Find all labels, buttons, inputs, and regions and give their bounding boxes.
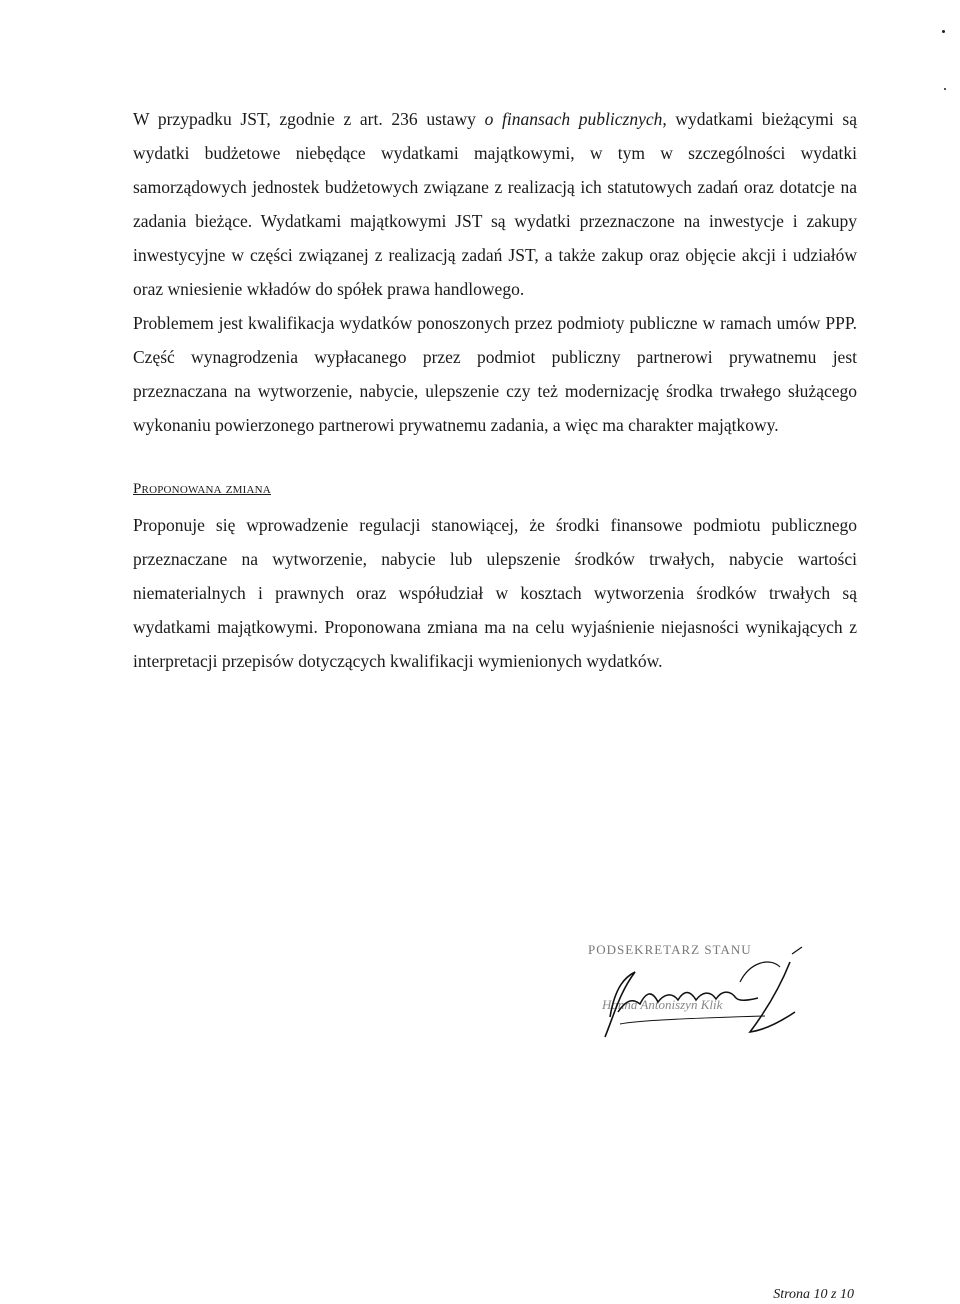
paragraph-text: wydatkami bieżącymi są wydatki budżetowe niebędące wydatkami majątkowymi, w tym w szczególności wydatki samorządowych jednostek budżetowych związane z realizacją ich statutowych zadań oraz dotatcje na zadania bieżące. Wydatkami majątkowymi JST są wydatki przeznaczone na inwestycje i zakupy inwestycyjne w części związanej z realizacją zadań JST, a także zakup oraz objęcie akcji i udziałów oraz wniesienie wkładów do spółek prawa handlowego.: [133, 109, 858, 299]
handwritten-signature: [580, 942, 810, 1062]
paragraph-jst-expenditures: [133, 102, 857, 306]
scan-speck: [942, 30, 945, 33]
signature-stamp: [580, 942, 810, 1062]
section-heading: Proponowana zmiana: [133, 481, 271, 497]
paragraph-proposal: Proponuje się wprowadzenie regulacji stanowiącej, że środki finansowe podmiotu publicznego przeznaczane na wytworzenie, nabycie lub ulepszenie środków trwałych, nabycie wartości niematerialnych i prawnych oraz współudział w kosztach wytworzenia środków trwałych są wydatkami majątkowymi. Proponowana zmiana ma na celu wyjaśnienie niejasności wynikających z interpretacji przepisów dotyczących kwalifikacji wymienionych wydatków.: [133, 515, 857, 671]
stamp-title: PODSEKRETARZ STANU: [588, 942, 752, 957]
paragraph-text: W przypadku JST, zgodnie z art. 236 ustawy: [133, 109, 485, 129]
act-title: o finansach publicznych,: [484, 109, 667, 129]
paragraph-ppp-problem: Problemem jest kwalifikacja wydatków ponoszonych przez podmioty publiczne w ramach umów PPP. Część wynagrodzenia wypłacanego przez podmiot publiczny partnerowi prywatnemu jest przeznaczana na wytworzenie, nabycie, ulepszenie czy też modernizację środka trwałego służącego wykonaniu powierzonego partnerowi prywatnemu zadania, a więc ma charakter majątkowy.: [133, 313, 857, 435]
scan-speck: [944, 88, 946, 90]
stamp-name: Hanna Antoniszyn Klik: [602, 997, 723, 1012]
page-number: Strona 10 z 10: [773, 1287, 854, 1302]
